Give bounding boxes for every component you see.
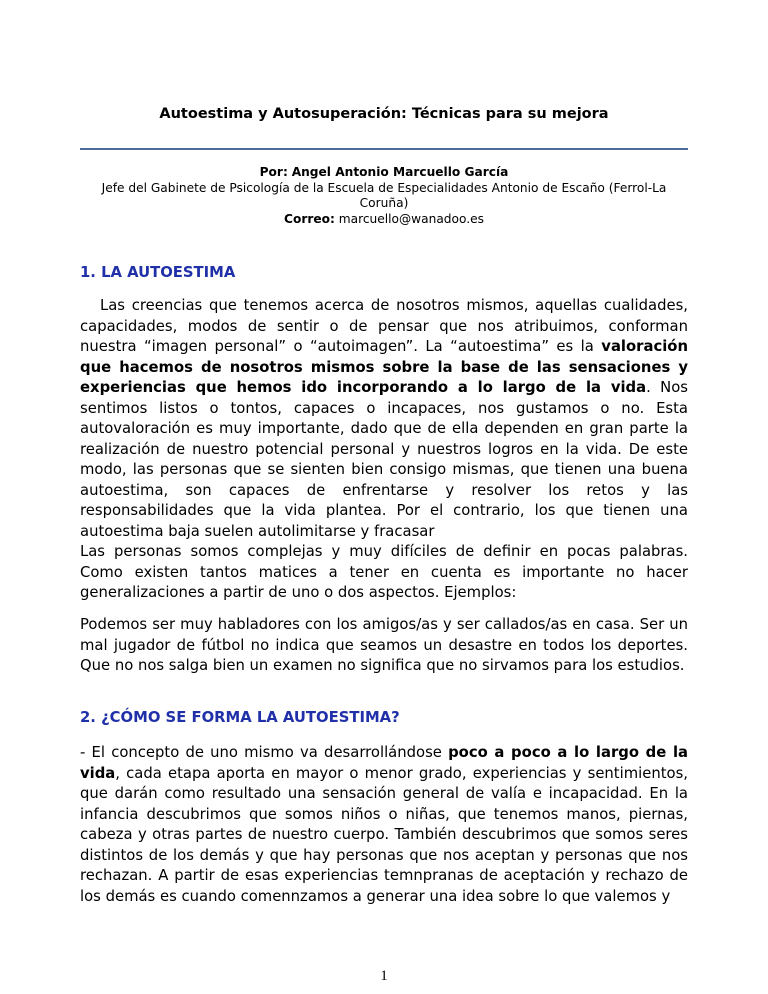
title-divider [80,148,688,150]
email-link[interactable]: marcuello@wanadoo.es [338,211,484,226]
email-label: Correo: [284,211,335,226]
page-number: 1 [380,968,388,984]
author-line [80,165,688,181]
author-affiliation: Jefe del Gabinete de Psicología de la Escuela de Especialidades Antonio de Escaño (Ferrol-La Coruña) [101,180,667,210]
paragraph: Las personas somos complejas y muy difíciles de definir en pocas palabras. Como existen tantos matices a tener en cuenta es importante no hacer generalizaciones a partir de uno o dos aspectos. Ejemplos: [80,543,688,601]
section-heading-autoestima: 1. LA AUTOESTIMA [80,264,236,281]
section-heading-como-se-forma: 2. ¿CÓMO SE FORMA LA AUTOESTIMA? [80,709,400,726]
document-title: Autoestima y Autosuperación: Técnicas para su mejora [159,106,609,122]
paragraph: Podemos ser muy habladores con los amigos/as y ser callados/as en casa. Ser un mal jugador de fútbol no indica que seamos un desastre en todos los deportes. Que no nos salga bien un examen no significa que no sirvamos para los estudios. [80,616,688,674]
email-line [80,212,688,228]
byline [80,165,688,227]
emphasis-text: valoración que hacemos de nosotros mismos sobre la base de las sensaciones y experiencias que hemos ido incorporando a lo largo de la vida [80,338,688,396]
author-name: Angel Antonio Marcuello García [291,165,509,179]
emphasis-text: poco a poco a lo largo de la vida [80,744,688,782]
paragraph: - El concepto de uno mismo va desarrollándose poco a poco a lo largo de la vida, cada etapa aporta en mayor o menor grado, experiencias y sentimientos, que darán como resultado una sensación general de valía e incapacidad. En la infancia descubrimos que somos niños o niñas, que tenemos manos, piernas, cabeza y otras partes de nuestro cuerpo. También descubrimos que somos seres distintos de los demás y que hay personas que nos aceptan y personas que nos rechazan. A partir de esas experiencias temnpranas de aceptación y rechazo de los demás es cuando comennzamos a generar una idea sobre lo que valemos y [80,744,688,905]
paragraph: Las creencias que tenemos acerca de nosotros mismos, aquellas cualidades, capacidades, modos de sentir o de pensar que nos atribuimos, conforman nuestra “imagen personal” o “autoimagen”. La “autoestima” es la valoración que hacemos de nosotros mismos sobre la base de las sensaciones y experiencias que hemos ido incorporando a lo largo de la vida. Nos sentimos listos o tontos, capaces o incapaces, nos gustamos o no. Esta autovaloración es muy importante, dado que de ella dependen en gran parte la realización de nuestro potencial personal y nuestros logros en la vida. De este modo, las personas que se sienten bien consigo mismas, que tienen una buena autoestima, son capaces de enfrentarse y resolver los retos y las responsabilidades que la vida plantea. Por el contrario, los que tienen una autoestima baja suelen autolimitarse y fracasar [80,297,689,540]
author-label: Por: [259,165,288,179]
